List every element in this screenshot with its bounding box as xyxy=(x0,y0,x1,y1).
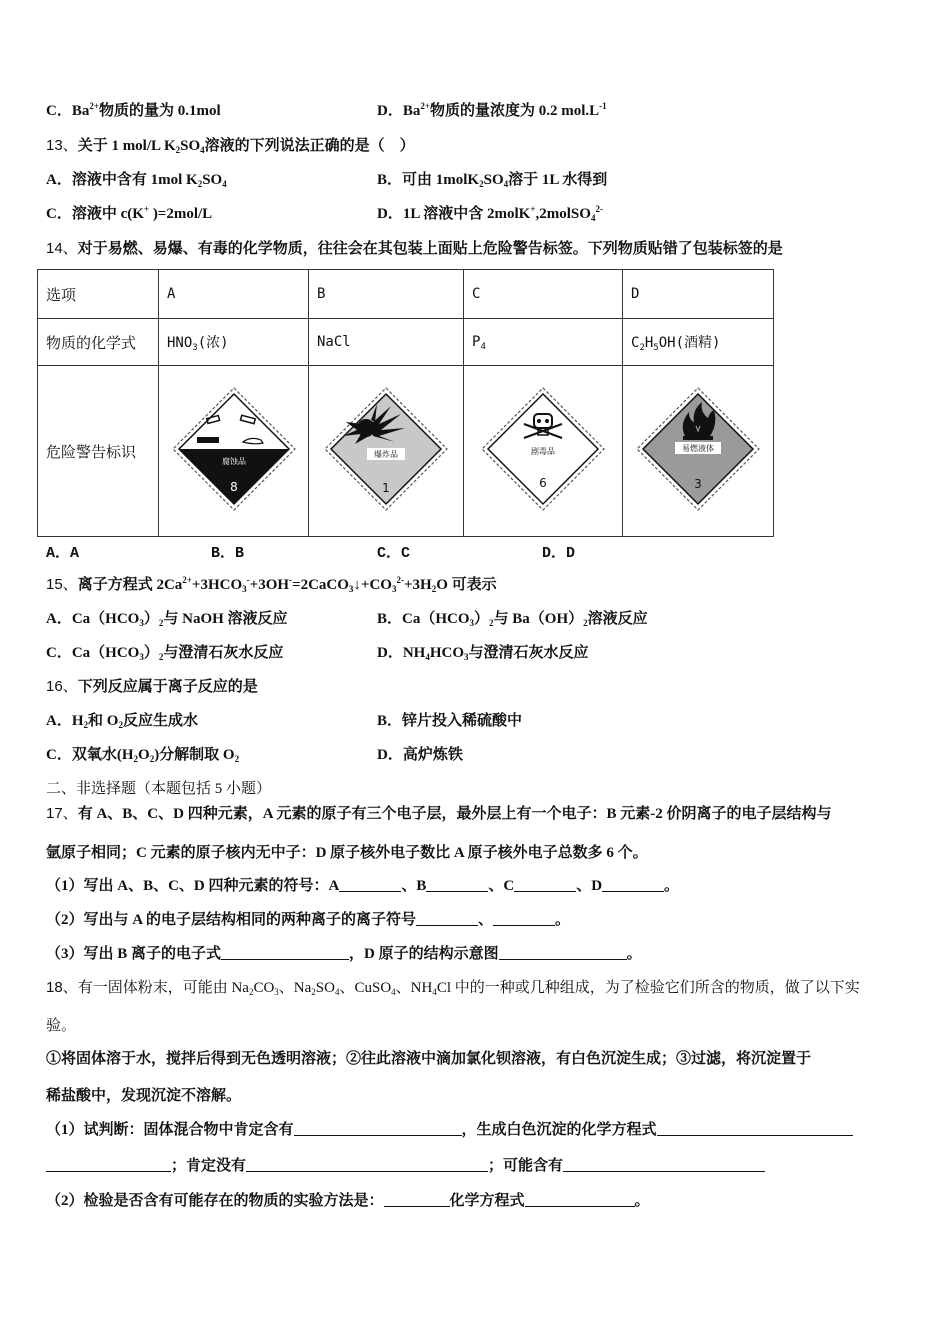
text: 与澄清石灰水反应 xyxy=(163,645,284,661)
subscript: 3 xyxy=(348,584,354,594)
superscript: 2+ xyxy=(420,101,430,111)
text: 锌片投入稀硫酸中 xyxy=(402,713,523,729)
q15-option-a xyxy=(46,609,288,629)
subscript: 4 xyxy=(425,652,430,662)
subscript: 2 xyxy=(158,652,164,662)
text: 反应生成水 xyxy=(122,713,198,729)
text: 与 NaOH 溶液反应 xyxy=(163,611,288,627)
q13-option-c xyxy=(46,204,212,224)
row-header: 物质的化学式 xyxy=(38,319,159,366)
q18-stem-line4: 稀盐酸中，发现沉淀不溶解。 xyxy=(46,1088,242,1104)
text: +3OH xyxy=(249,577,290,593)
answer-blank[interactable] xyxy=(294,1121,462,1136)
text: 。 xyxy=(634,1193,650,1209)
text: ） xyxy=(143,645,159,661)
text: 、B xyxy=(401,878,427,894)
text: 物质的量为 0.1mol xyxy=(99,103,221,119)
superscript: 2+ xyxy=(182,575,192,585)
text: )分解制取 O xyxy=(154,747,235,763)
table-cell: C xyxy=(464,270,623,319)
text: 与澄清石灰水反应 xyxy=(468,645,589,661)
text: （2）检验是否含有可能存在的物质的实验方法是： xyxy=(46,1193,384,1209)
svg-text:3: 3 xyxy=(694,477,702,491)
table-cell xyxy=(464,366,623,537)
subscript: 2 xyxy=(583,618,588,628)
q16-option-a xyxy=(46,711,198,731)
superscript: 2+ xyxy=(89,101,99,111)
q14-option-d: D．D xyxy=(542,545,576,562)
superscript: + xyxy=(143,204,150,214)
table-cell xyxy=(464,319,623,366)
text: 溶液中 c(K xyxy=(71,206,144,222)
q17-stem-line2: 氩原子相同；C 元素的原子核内无中子：D 原子核外电子数比 A 原子核外电子总数多 6 个。 xyxy=(46,845,648,861)
text: SO xyxy=(180,138,201,154)
q18-part1-cont xyxy=(46,1156,765,1176)
q17-stem-line1 xyxy=(46,804,831,824)
text: Ca（HCO xyxy=(402,611,470,627)
question-number: 18、 xyxy=(46,979,78,996)
row-header: 选项 xyxy=(38,270,159,319)
text: ；可能含有 xyxy=(488,1158,564,1174)
table-cell xyxy=(623,366,774,537)
text: 、CuSO xyxy=(339,980,392,996)
text: 、C xyxy=(488,878,515,894)
q13-option-a xyxy=(46,170,227,190)
question-number: 17、 xyxy=(46,805,78,822)
answer-blank[interactable] xyxy=(384,1192,450,1207)
svg-text:爆炸品: 爆炸品 xyxy=(374,450,398,459)
svg-text:腐蚀品: 腐蚀品 xyxy=(221,457,246,466)
text: 1L 溶液中含 2molK xyxy=(402,206,531,222)
text: 和 O xyxy=(88,713,119,729)
text: 、D xyxy=(576,878,603,894)
q18-stem-line2: 验。 xyxy=(46,1018,77,1034)
text: （2）写出与 A 的电子层结构相同的两种离子的离子符号 xyxy=(46,912,417,928)
answer-blank[interactable] xyxy=(493,911,555,926)
table-row-formulas xyxy=(38,319,774,366)
text: +3HCO xyxy=(191,577,243,593)
question-number: 14、 xyxy=(46,240,78,257)
q15-option-b xyxy=(377,609,648,629)
subscript: 2 xyxy=(158,618,164,628)
superscript: 2- xyxy=(396,575,404,585)
subscript: 3 xyxy=(391,584,397,594)
option-label: B． xyxy=(377,172,403,188)
text: 物质的量浓度为 0.2 mol.L xyxy=(430,103,600,119)
q14-option-b: B．B xyxy=(211,545,245,562)
flame-icon xyxy=(633,384,763,514)
subscript: 2 xyxy=(248,987,254,997)
subscript: 2 xyxy=(175,145,181,155)
text: ,2molSO xyxy=(535,206,591,222)
answer-blank[interactable] xyxy=(525,1192,635,1207)
svg-text:1: 1 xyxy=(382,481,390,495)
text: 与 Ba（OH） xyxy=(493,611,584,627)
text: HNO xyxy=(167,335,193,351)
text: 可由 1molK xyxy=(402,172,480,188)
text: 、Na xyxy=(278,980,312,996)
subscript: 4 xyxy=(334,987,340,997)
q16-option-b xyxy=(377,711,522,731)
answer-blank[interactable] xyxy=(657,1121,853,1136)
section-title: 二、非选择题（本题包括 5 小题） xyxy=(46,781,272,797)
text: 双氧水(H xyxy=(71,747,134,763)
answer-blank[interactable] xyxy=(221,945,349,960)
subscript: 2 xyxy=(489,618,494,628)
table-cell xyxy=(159,366,309,537)
text: 有一固体粉末，可能由 Na xyxy=(77,980,249,996)
text: 对于易燃、易爆、有毒的化学物质，往往会在其包装上面贴上危险警告标签。下列物质贴错了包装标签的是 xyxy=(77,241,783,257)
text: 。 xyxy=(664,878,680,894)
option-label: C． xyxy=(46,206,72,222)
text: 、NH xyxy=(395,980,433,996)
option-label: D． xyxy=(377,103,403,119)
answer-blank[interactable] xyxy=(563,1157,765,1172)
text: 、 xyxy=(478,912,494,928)
q12-option-c xyxy=(46,101,221,121)
answer-blank[interactable] xyxy=(46,1157,171,1172)
text: （1）写出 A、B、C、D 四种元素的符号：A xyxy=(46,878,340,894)
option-label: C． xyxy=(46,645,72,661)
text: 溶液的下列说法正确的是（ ） xyxy=(204,138,415,154)
text: 溶液中含有 1mol K xyxy=(71,172,198,188)
text: 高炉炼铁 xyxy=(402,747,463,763)
subscript: 2 xyxy=(197,179,203,189)
subscript: 5 xyxy=(653,343,659,353)
text: 离子方程式 2Ca xyxy=(77,577,183,593)
answer-blank[interactable] xyxy=(514,877,576,892)
question-number: 16、 xyxy=(46,678,78,695)
row-header: 危险警告标识 xyxy=(38,366,159,537)
text: (浓) xyxy=(197,335,229,351)
skull-crossbones-icon xyxy=(478,384,608,514)
text: NaCl xyxy=(317,334,351,350)
answer-blank[interactable] xyxy=(246,1157,488,1172)
text: 溶液反应 xyxy=(587,611,648,627)
table-cell: D xyxy=(623,270,774,319)
q14-option-a: A．A xyxy=(46,545,80,562)
text: ，生成白色沉淀的化学方程式 xyxy=(461,1122,657,1138)
answer-blank[interactable] xyxy=(602,877,664,892)
svg-text:易燃液体: 易燃液体 xyxy=(682,444,714,453)
text: OH(酒精) xyxy=(658,335,721,351)
superscript: - xyxy=(246,575,250,585)
q13-option-b xyxy=(377,170,607,190)
q15-option-d xyxy=(377,643,589,663)
option-label: B． xyxy=(377,713,403,729)
q14-stem xyxy=(46,239,783,259)
subscript: 3 xyxy=(242,584,247,594)
text: Ba xyxy=(71,103,90,119)
text: O 可表示 xyxy=(436,577,497,593)
text: ，D 原子的结构示意图 xyxy=(349,946,499,962)
table-cell: B xyxy=(309,270,464,319)
subscript: 4 xyxy=(480,342,486,352)
subscript: 4 xyxy=(200,145,205,155)
subscript: 3 xyxy=(139,618,144,628)
text: 。 xyxy=(626,946,642,962)
table-row-options xyxy=(38,270,774,319)
subscript: 3 xyxy=(192,343,198,353)
text: 溶于 1L 水得到 xyxy=(508,172,608,188)
text: （3）写出 B 离子的电子式 xyxy=(46,946,222,962)
answer-blank[interactable] xyxy=(426,877,488,892)
option-label: A． xyxy=(46,713,72,729)
question-number: 13、 xyxy=(46,137,78,154)
text: ↓+CO xyxy=(353,577,392,593)
subscript: 4 xyxy=(391,987,396,997)
subscript: 4 xyxy=(503,179,509,189)
text: 关于 1 mol/L K xyxy=(77,138,176,154)
superscript: + xyxy=(530,204,536,214)
text: O xyxy=(138,747,150,763)
text: 有 A、B、C、D 四种元素，A 元素的原子有三个电子层，最外层上有一个电子：B 元素-2 价阴离子的电子层结构与 xyxy=(77,806,832,822)
question-number: 15、 xyxy=(46,576,78,593)
subscript: 2 xyxy=(118,720,123,730)
answer-blank[interactable] xyxy=(499,945,627,960)
subscript: 2 xyxy=(431,584,437,594)
answer-blank[interactable] xyxy=(339,877,401,892)
q17-part3 xyxy=(46,944,642,964)
text: （1）试判断：固体混合物中肯定含有 xyxy=(46,1122,294,1138)
text: 。 xyxy=(555,912,571,928)
subscript: 4 xyxy=(590,213,596,223)
option-label: D． xyxy=(377,747,403,763)
subscript: 3 xyxy=(274,987,279,997)
text: 化学方程式 xyxy=(449,1193,525,1209)
text: CO xyxy=(253,980,275,996)
text: SO xyxy=(483,172,504,188)
text: 下列反应属于离子反应的是 xyxy=(77,679,258,695)
table-cell xyxy=(309,319,464,366)
q12-option-d xyxy=(377,101,607,121)
answer-blank[interactable] xyxy=(416,911,478,926)
subscript: 2 xyxy=(149,754,155,764)
q18-part2 xyxy=(46,1191,650,1211)
subscript: 4 xyxy=(432,987,437,997)
text: ） xyxy=(143,611,159,627)
table-cell xyxy=(623,319,774,366)
superscript: -1 xyxy=(599,101,607,111)
q18-stem-line1 xyxy=(46,978,860,998)
q17-part2 xyxy=(46,910,570,930)
q13-stem xyxy=(46,136,415,156)
option-label: C． xyxy=(46,103,72,119)
q15-option-c xyxy=(46,643,283,663)
q15-stem xyxy=(46,575,497,595)
text: ；肯定没有 xyxy=(171,1158,247,1174)
explosion-icon xyxy=(321,384,451,514)
text: Ba xyxy=(402,103,421,119)
text: SO xyxy=(315,980,335,996)
text: +3H xyxy=(403,577,432,593)
text: Ca（HCO xyxy=(71,645,140,661)
subscript: 4 xyxy=(222,179,227,189)
text: H xyxy=(644,335,654,351)
text: C xyxy=(631,335,640,351)
option-label: A． xyxy=(46,172,72,188)
superscript: 2- xyxy=(595,204,603,214)
option-label: C． xyxy=(46,747,72,763)
text: )=2mol/L xyxy=(149,206,213,222)
text: HCO xyxy=(429,645,465,661)
subscript: 2 xyxy=(83,720,89,730)
svg-text:剧毒品: 剧毒品 xyxy=(531,447,555,456)
text: H xyxy=(71,713,84,729)
subscript: 2 xyxy=(479,179,484,189)
subscript: 2 xyxy=(133,754,139,764)
text: Cl 中的一种或几种组成，为了检验它们所含的物质，做了以下实 xyxy=(436,980,860,996)
corrosive-icon xyxy=(169,384,299,514)
q14-option-c: C．C xyxy=(377,545,411,562)
svg-text:6: 6 xyxy=(539,476,547,490)
text: Ca（HCO xyxy=(71,611,140,627)
text: P xyxy=(472,334,481,350)
q18-part1 xyxy=(46,1120,853,1140)
text: NH xyxy=(402,645,426,661)
subscript: 2 xyxy=(639,343,645,353)
q16-option-d xyxy=(377,745,463,765)
q18-stem-line3: ①将固体溶于水，搅拌后得到无色透明溶液；②往此溶液中滴加氯化钡溶液，有白色沉淀生成；③过滤，将沉淀置于 xyxy=(46,1051,812,1067)
subscript: 3 xyxy=(139,652,144,662)
table-cell xyxy=(159,319,309,366)
table-cell xyxy=(309,366,464,537)
q16-option-c xyxy=(46,745,239,765)
option-label: A． xyxy=(46,611,72,627)
option-label: B． xyxy=(377,611,403,627)
text: =2CaCO xyxy=(292,577,349,593)
subscript: 2 xyxy=(311,987,316,997)
q17-part1 xyxy=(46,876,679,896)
subscript: 3 xyxy=(469,618,475,628)
svg-text:8: 8 xyxy=(229,480,238,494)
option-label: D． xyxy=(377,645,403,661)
table-row-labels xyxy=(38,366,774,537)
subscript: 3 xyxy=(464,652,469,662)
subscript: 2 xyxy=(234,754,240,764)
option-label: D． xyxy=(377,206,403,222)
text: SO xyxy=(202,172,223,188)
table-cell: A xyxy=(159,270,309,319)
q13-option-d xyxy=(377,204,603,224)
superscript: - xyxy=(289,575,293,585)
hazard-label-table xyxy=(37,269,774,537)
q16-stem xyxy=(46,677,258,697)
text: ） xyxy=(474,611,490,627)
